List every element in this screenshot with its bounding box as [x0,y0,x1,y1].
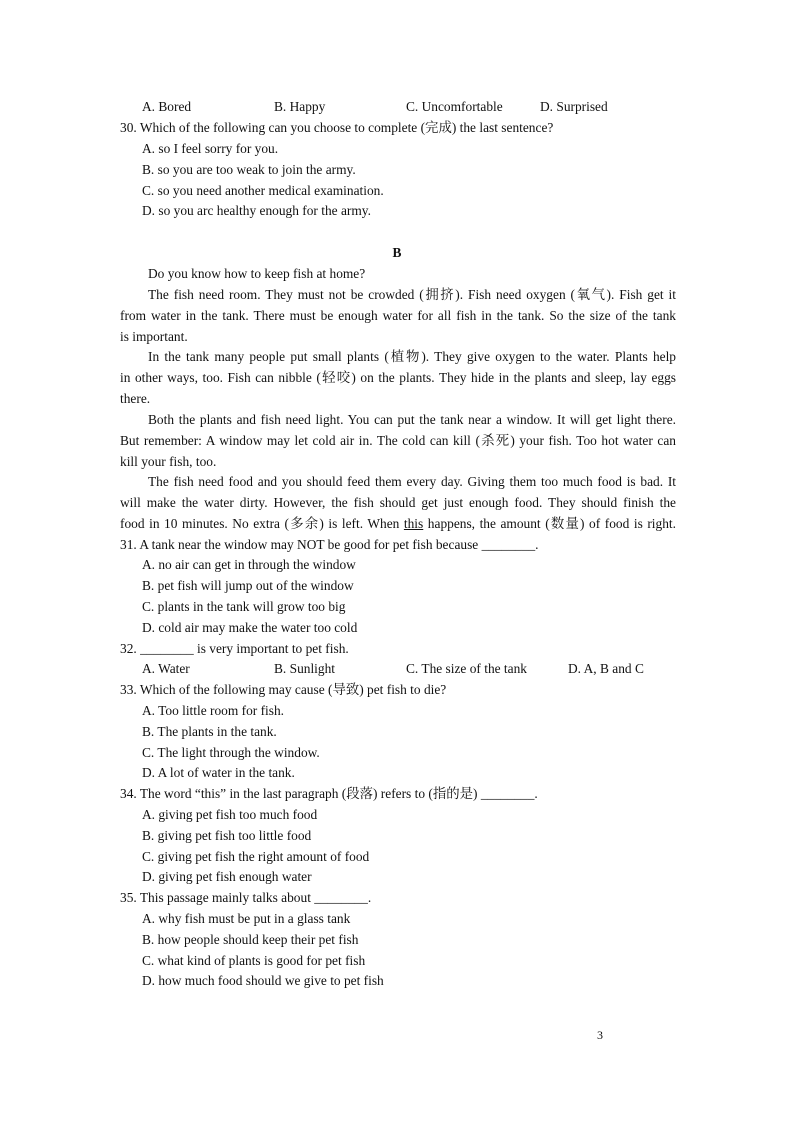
q30-option-a: A. so I feel sorry for you. [142,141,279,156]
q31-option-a: A. no air can get in through the window [142,557,356,572]
q30-question: 30. Which of the following can you choose to complete (完成) the last sentence? [120,120,554,135]
q32-option-c: C. The size of the tank [406,661,527,676]
underlined-this: this [403,516,424,531]
passage-p1-line3: is important. [120,329,188,344]
page-number: 3 [597,1028,603,1042]
q34-question: 34. The word “this” in the last paragraph (段落) refers to (指的是) ________. [120,786,538,801]
q29-option-b: B. Happy [274,99,326,114]
q33-option-b: B. The plants in the tank. [142,724,277,739]
q33-option-a: A. Too little room for fish. [142,703,285,718]
q29-options [0,99,794,115]
q31-option-b: B. pet fish will jump out of the window [142,578,354,593]
q33-option-d: D. A lot of water in the tank. [142,765,295,780]
passage-p4-line3-start: food in 10 minutes. No extra (多余) is left. When [120,516,404,531]
q31-question: 31. A tank near the window may NOT be good for pet fish because ________. [120,537,539,552]
passage-p4-line3 [120,516,676,532]
passage-p2-line2: in other ways, too. Fish can nibble (轻咬) on the plants. They hide in the plants and sleep, lay eggs [120,370,676,385]
passage-intro: Do you know how to keep fish at home? [148,266,366,281]
q30-option-d: D. so you arc healthy enough for the army. [142,203,371,218]
q35-question: 35. This passage mainly talks about ________. [120,890,372,905]
q34-option-d: D. giving pet fish enough water [142,869,312,884]
q32-options [0,661,794,677]
q35-option-b: B. how people should keep their pet fish [142,932,359,947]
q34-option-a: A. giving pet fish too much food [142,807,318,822]
passage-p1-line2: from water in the tank. There must be enough water for all fish in the tank. So the size of the tank [120,308,676,323]
q32-option-a: A. Water [142,661,190,676]
q33-option-c: C. The light through the window. [142,745,320,760]
passage-p3-line1: Both the plants and fish need light. You can put the tank near a window. It will get light there. [148,412,676,427]
passage-p1-line1: The fish need room. They must not be crowded (拥挤). Fish need oxygen (氧气). Fish get it [148,287,676,302]
q31-option-d: D. cold air may make the water too cold [142,620,358,635]
q31-option-c: C. plants in the tank will grow too big [142,599,346,614]
q29-option-a: A. Bored [142,99,192,114]
q29-option-c: C. Uncomfortable [406,99,503,114]
section-heading: B [392,245,402,260]
q33-question: 33. Which of the following may cause (导致) pet fish to die? [120,682,447,697]
passage-p2-line1: In the tank many people put small plants (植物). They give oxygen to the water. Plants help [148,349,676,364]
q30-option-c: C. so you need another medical examination. [142,183,384,198]
q32-question: 32. ________ is very important to pet fish. [120,641,349,656]
q35-option-d: D. how much food should we give to pet fish [142,973,384,988]
passage-p4-line2: will make the water dirty. However, the fish should get just enough food. They should finish the [120,495,676,510]
q30-option-b: B. so you are too weak to join the army. [142,162,356,177]
passage-p4-line1: The fish need food and you should feed them every day. Giving them too much food is bad. It [148,474,676,489]
q34-option-b: B. giving pet fish too little food [142,828,312,843]
q34-option-c: C. giving pet fish the right amount of food [142,849,370,864]
q35-option-c: C. what kind of plants is good for pet fish [142,953,366,968]
passage-p3-line2: But remember: A window may let cold air in. The cold can kill (杀死) your fish. Too hot water can [120,433,676,448]
passage-p4-line3-end: happens, the amount (数量) of food is right. [423,516,676,531]
q32-option-b: B. Sunlight [274,661,336,676]
q32-option-d: D. A, B and C [568,661,644,676]
passage-p2-line3: there. [120,391,151,406]
q29-option-d: D. Surprised [540,99,608,114]
passage-p3-line3: kill your fish, too. [120,454,217,469]
q35-option-a: A. why fish must be put in a glass tank [142,911,351,926]
